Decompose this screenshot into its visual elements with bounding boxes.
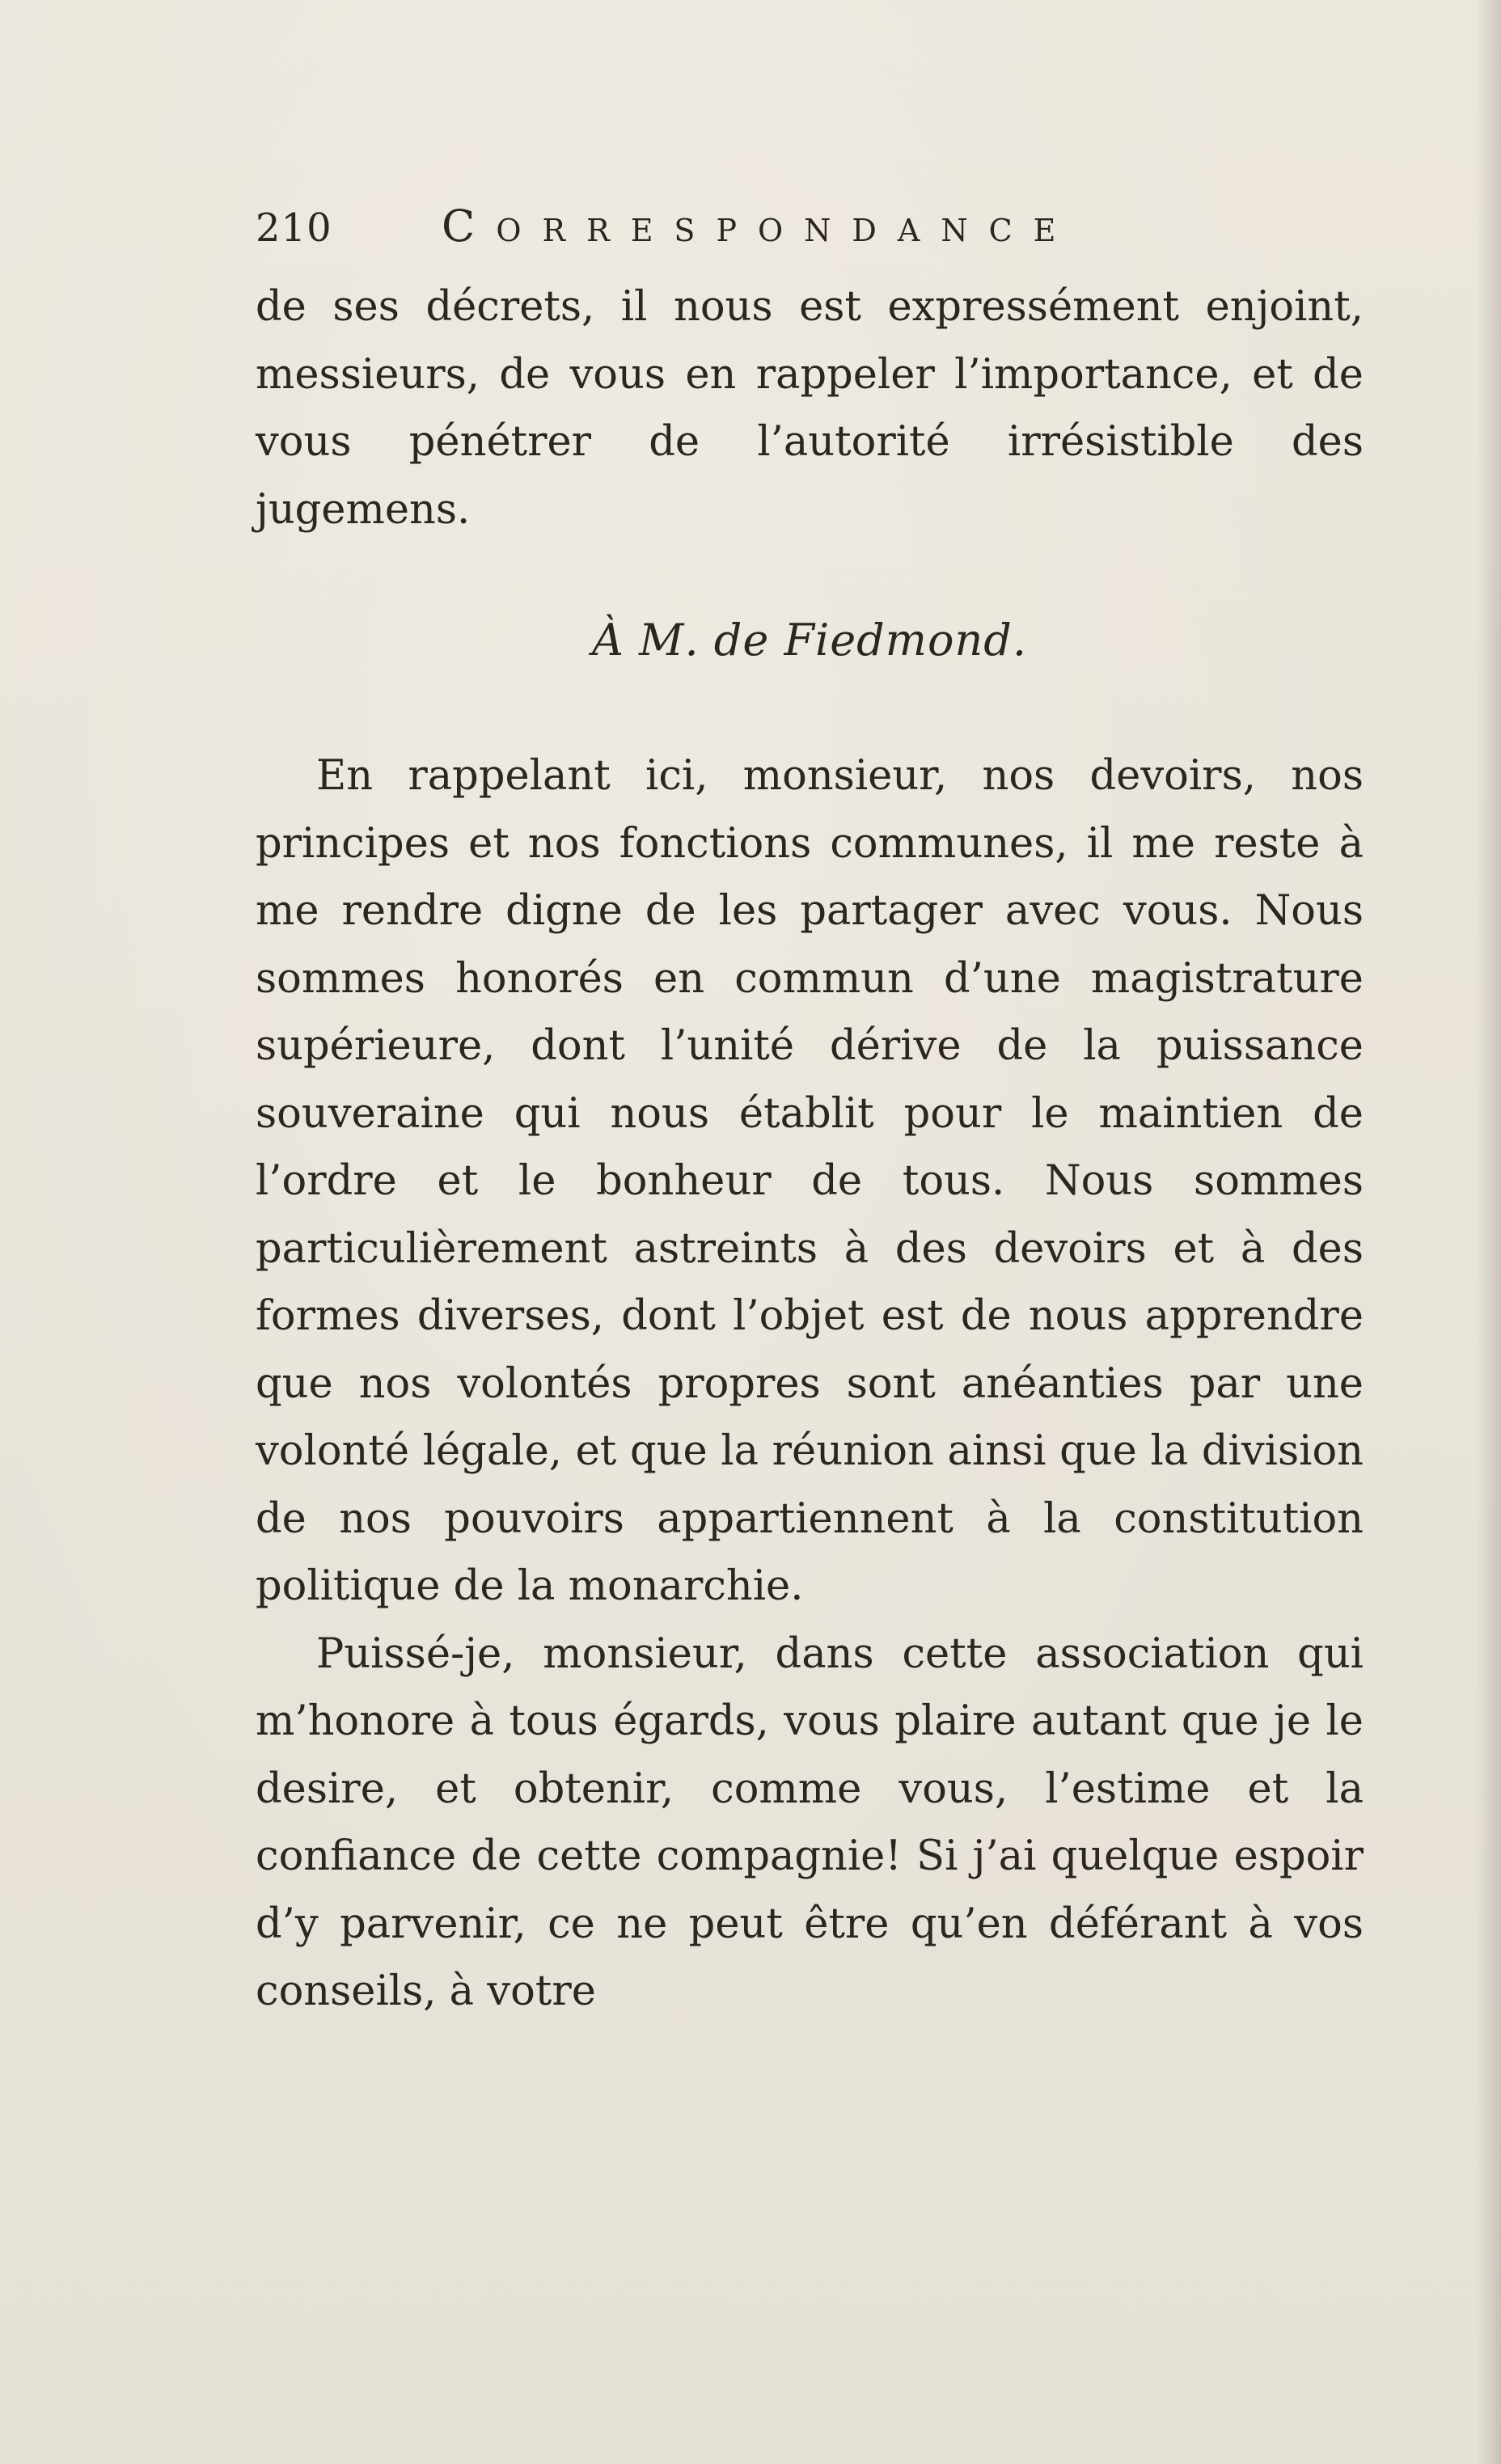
continued-paragraph [256, 273, 1364, 543]
letter-paragraph-2: Puissé-je, monsieur, dans cette association qui m’honore à tous égards, vous plaire autant que je le desire, et obtenir, comme vous, l’estime et la confiance de cette compagnie! Si j’ai quelque espoir d’y parvenir, ce ne peut être qu’en déférant à vos conseils, à votre [256, 1629, 1364, 2015]
letter-body [256, 742, 1364, 2026]
paragraph-text: de ses décrets, il nous est expressément enjoint, messieurs, de vous en rappeler l’importance, et de vous pénétrer de l’autorité irrésistible des jugemens. [256, 283, 1364, 534]
letter-paragraph-1: En rappelant ici, monsieur, nos devoirs, nos principes et nos fonctions communes, il me reste à me rendre digne de les partager avec vous. Nous sommes honorés en commun d’une magistrature supérieure, dont l’unité dérive de la puissance souveraine qui nous établit pour le maintien de l’ordre et le bonheur de tous. Nous sommes particulièrement astreints à des devoirs et à des formes diverses, dont l’objet est de nous apprendre que nos volontés propres sont anéanties par une volonté légale, et que la réunion ainsi que la division de nos pouvoirs appartiennent à la constitution politique de la monarchie. [256, 752, 1364, 1610]
letter-heading: À M. de Fiedmond. [592, 615, 1027, 666]
running-header [256, 201, 1242, 257]
running-title: Correspondance [442, 201, 1077, 251]
page-edge-shadow [1475, 0, 1501, 2464]
page-number: 210 [256, 205, 332, 251]
